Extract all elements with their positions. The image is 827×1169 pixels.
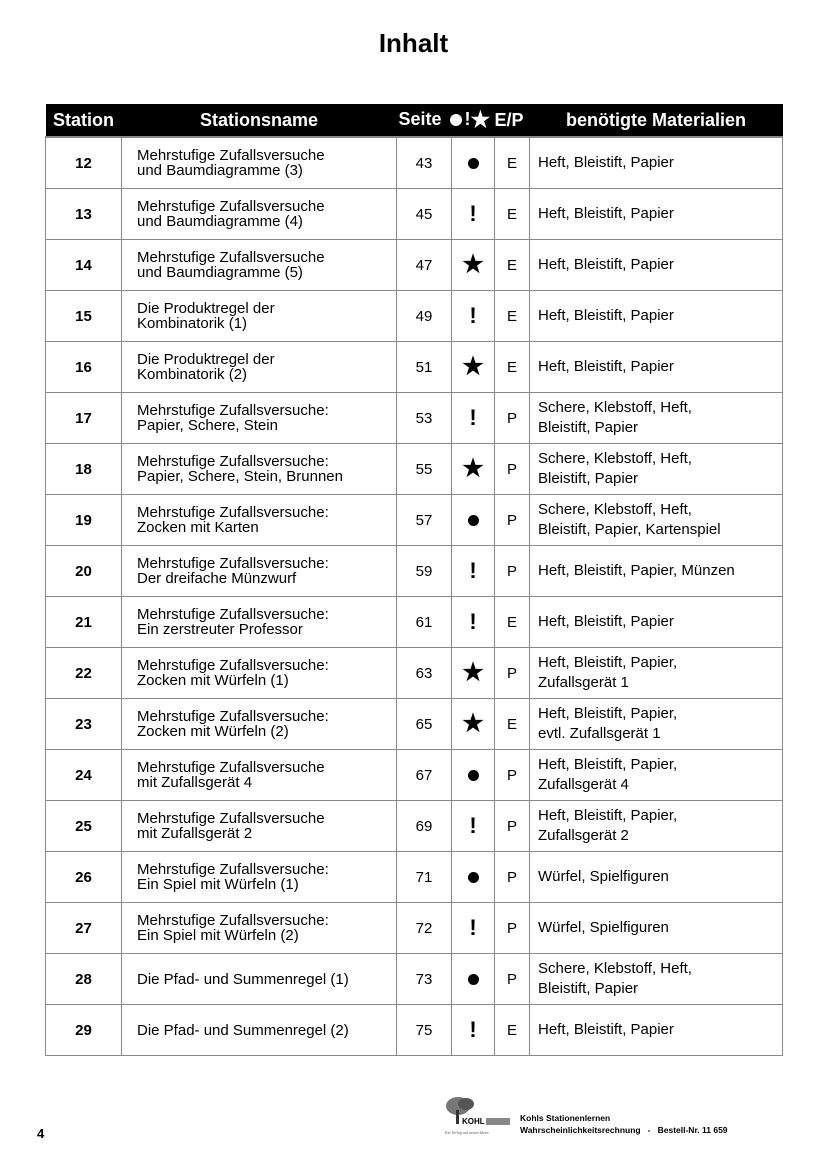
ep-cell: P [495, 393, 530, 444]
materials-cell: Schere, Klebstoff, Heft, Bleistift, Papier [530, 444, 783, 495]
page-number-cell: 49 [397, 291, 452, 342]
ep-cell: P [495, 903, 530, 954]
table-row [46, 189, 783, 240]
exclamation-icon: ! [469, 303, 477, 328]
table-header-row [46, 104, 783, 137]
ep-cell: E [495, 291, 530, 342]
difficulty-symbol [452, 1005, 495, 1056]
page-number-cell: 71 [397, 852, 452, 903]
table-row [46, 495, 783, 546]
page-number-cell: 55 [397, 444, 452, 495]
station-name: Mehrstufige Zufallsversuche: Papier, Schere, Stein [122, 393, 397, 444]
table-row [46, 444, 783, 495]
page-number-cell: 45 [397, 189, 452, 240]
footer-title-order: Wahrscheinlichkeitsrechnung - Bestell-Nr. 11 659 [520, 1125, 728, 1135]
station-name: Mehrstufige Zufallsversuche: Ein zerstreuter Professor [122, 597, 397, 648]
difficulty-symbol [452, 495, 495, 546]
ep-cell: E [495, 699, 530, 750]
table-row [46, 801, 783, 852]
page-number-cell: 63 [397, 648, 452, 699]
kohl-logo-icon [444, 1096, 512, 1138]
header-station: Station [46, 104, 122, 137]
station-number: 26 [46, 852, 122, 903]
exclamation-icon: ! [464, 109, 471, 129]
page-number-cell: 47 [397, 240, 452, 291]
materials-cell: Schere, Klebstoff, Heft, Bleistift, Papier [530, 954, 783, 1005]
exclamation-icon: ! [469, 609, 477, 634]
table-row [46, 954, 783, 1005]
table-row [46, 546, 783, 597]
station-name: Mehrstufige Zufallsversuche: Zocken mit Würfeln (1) [122, 648, 397, 699]
difficulty-symbol [452, 189, 495, 240]
table-row [46, 648, 783, 699]
ep-cell: E [495, 137, 530, 189]
station-number: 15 [46, 291, 122, 342]
ep-cell: P [495, 954, 530, 1005]
page-number-cell: 72 [397, 903, 452, 954]
table-row [46, 342, 783, 393]
station-name: Die Pfad- und Summenregel (1) [122, 954, 397, 1005]
ep-cell: P [495, 648, 530, 699]
station-name: Die Produktregel der Kombinatorik (2) [122, 342, 397, 393]
ep-cell: E [495, 597, 530, 648]
circle-icon [468, 770, 479, 781]
station-number: 25 [46, 801, 122, 852]
page-number: 4 [37, 1126, 45, 1141]
ep-cell: E [495, 189, 530, 240]
table-row [46, 597, 783, 648]
station-number: 12 [46, 137, 122, 189]
station-number: 20 [46, 546, 122, 597]
materials-cell: Heft, Bleistift, Papier [530, 137, 783, 189]
station-name: Die Pfad- und Summenregel (2) [122, 1005, 397, 1056]
ep-cell: P [495, 546, 530, 597]
materials-cell: Heft, Bleistift, Papier [530, 597, 783, 648]
materials-cell: Heft, Bleistift, Papier, Zufallsgerät 1 [530, 648, 783, 699]
difficulty-symbol [452, 699, 495, 750]
star-icon: ★ [462, 455, 484, 482]
table-row [46, 291, 783, 342]
difficulty-symbol [452, 240, 495, 291]
materials-cell: Heft, Bleistift, Papier [530, 240, 783, 291]
page-number-cell: 67 [397, 750, 452, 801]
difficulty-symbol [452, 648, 495, 699]
header-page: Seite [398, 109, 442, 129]
station-number: 24 [46, 750, 122, 801]
difficulty-symbol [452, 750, 495, 801]
exclamation-icon: ! [469, 1017, 477, 1042]
footer-series: Kohls Stationenlernen [520, 1113, 611, 1123]
circle-icon [468, 515, 479, 526]
ep-cell: P [495, 495, 530, 546]
difficulty-symbol [452, 903, 495, 954]
station-name: Mehrstufige Zufallsversuche: Der dreifache Münzwurf [122, 546, 397, 597]
station-number: 29 [46, 1005, 122, 1056]
table-row [46, 699, 783, 750]
station-name: Die Produktregel der Kombinatorik (1) [122, 291, 397, 342]
difficulty-symbol [452, 954, 495, 1005]
difficulty-symbol [452, 137, 495, 189]
page-number-cell: 51 [397, 342, 452, 393]
station-number: 23 [46, 699, 122, 750]
station-number: 28 [46, 954, 122, 1005]
table-row [46, 1005, 783, 1056]
station-name: Mehrstufige Zufallsversuche mit Zufallsgerät 2 [122, 801, 397, 852]
page-number-cell: 59 [397, 546, 452, 597]
exclamation-icon: ! [469, 558, 477, 583]
circle-icon [450, 114, 462, 126]
difficulty-symbol [452, 546, 495, 597]
materials-cell: Würfel, Spielfiguren [530, 903, 783, 954]
difficulty-symbol [452, 801, 495, 852]
circle-icon [468, 158, 479, 169]
ep-cell: E [495, 1005, 530, 1056]
materials-cell: Heft, Bleistift, Papier, Zufallsgerät 2 [530, 801, 783, 852]
page-number-cell: 69 [397, 801, 452, 852]
materials-cell: Heft, Bleistift, Papier, Münzen [530, 546, 783, 597]
contents-table [45, 104, 783, 1056]
table-row [46, 852, 783, 903]
materials-cell: Würfel, Spielfiguren [530, 852, 783, 903]
difficulty-symbol [452, 852, 495, 903]
station-number: 17 [46, 393, 122, 444]
footer-text [520, 1112, 728, 1136]
materials-cell: Heft, Bleistift, Papier [530, 291, 783, 342]
circle-icon [468, 872, 479, 883]
star-icon: ★ [462, 710, 484, 737]
page-number-cell: 65 [397, 699, 452, 750]
ep-cell: P [495, 444, 530, 495]
page-number-cell: 53 [397, 393, 452, 444]
materials-cell: Heft, Bleistift, Papier, evtl. Zufallsgerät 1 [530, 699, 783, 750]
exclamation-icon: ! [469, 813, 477, 838]
station-number: 22 [46, 648, 122, 699]
header-materials: benötigte Materialien [530, 104, 783, 137]
difficulty-symbol [452, 291, 495, 342]
station-name: Mehrstufige Zufallsversuche: Zocken mit Karten [122, 495, 397, 546]
ep-cell: E [495, 240, 530, 291]
station-number: 19 [46, 495, 122, 546]
page-number-cell: 61 [397, 597, 452, 648]
footer [444, 1096, 784, 1138]
difficulty-symbol [452, 597, 495, 648]
table-row [46, 750, 783, 801]
exclamation-icon: ! [469, 405, 477, 430]
table-row [46, 240, 783, 291]
header-page-symbols [397, 104, 495, 137]
header-name: Stationsname [122, 104, 397, 137]
difficulty-symbol [452, 393, 495, 444]
exclamation-icon: ! [469, 201, 477, 226]
station-name: Mehrstufige Zufallsversuche: Papier, Schere, Stein, Brunnen [122, 444, 397, 495]
station-name: Mehrstufige Zufallsversuche und Baumdiagramme (5) [122, 240, 397, 291]
station-name: Mehrstufige Zufallsversuche mit Zufallsgerät 4 [122, 750, 397, 801]
difficulty-symbol [452, 342, 495, 393]
materials-cell: Schere, Klebstoff, Heft, Bleistift, Papier [530, 393, 783, 444]
exclamation-icon: ! [469, 915, 477, 940]
ep-cell: P [495, 801, 530, 852]
page-number-cell: 43 [397, 137, 452, 189]
svg-text:Ein Verlag mit neuen Ideen: Ein Verlag mit neuen Ideen [445, 1130, 489, 1135]
table-row [46, 903, 783, 954]
materials-cell: Schere, Klebstoff, Heft, Bleistift, Papier, Kartenspiel [530, 495, 783, 546]
page-number-cell: 75 [397, 1005, 452, 1056]
station-name: Mehrstufige Zufallsversuche: Ein Spiel mit Würfeln (2) [122, 903, 397, 954]
table-row [46, 393, 783, 444]
station-name: Mehrstufige Zufallsversuche und Baumdiagramme (3) [122, 137, 397, 189]
star-icon: ★ [470, 107, 491, 132]
station-number: 18 [46, 444, 122, 495]
materials-cell: Heft, Bleistift, Papier [530, 342, 783, 393]
materials-cell: Heft, Bleistift, Papier, Zufallsgerät 4 [530, 750, 783, 801]
circle-icon [468, 974, 479, 985]
page-number-cell: 57 [397, 495, 452, 546]
ep-cell: P [495, 750, 530, 801]
svg-text:KOHL: KOHL [462, 1117, 485, 1126]
header-ep: E/P [495, 104, 530, 137]
star-icon: ★ [462, 251, 484, 278]
difficulty-symbol [452, 444, 495, 495]
station-number: 13 [46, 189, 122, 240]
station-number: 21 [46, 597, 122, 648]
station-number: 16 [46, 342, 122, 393]
station-number: 14 [46, 240, 122, 291]
ep-cell: E [495, 342, 530, 393]
ep-cell: P [495, 852, 530, 903]
station-name: Mehrstufige Zufallsversuche: Zocken mit Würfeln (2) [122, 699, 397, 750]
materials-cell: Heft, Bleistift, Papier [530, 189, 783, 240]
materials-cell: Heft, Bleistift, Papier [530, 1005, 783, 1056]
station-name: Mehrstufige Zufallsversuche und Baumdiagramme (4) [122, 189, 397, 240]
station-name: Mehrstufige Zufallsversuche: Ein Spiel mit Würfeln (1) [122, 852, 397, 903]
table-row [46, 137, 783, 189]
page-number-cell: 73 [397, 954, 452, 1005]
page-title: Inhalt [378, 28, 449, 58]
star-icon: ★ [462, 353, 484, 380]
station-number: 27 [46, 903, 122, 954]
star-icon: ★ [462, 659, 484, 686]
